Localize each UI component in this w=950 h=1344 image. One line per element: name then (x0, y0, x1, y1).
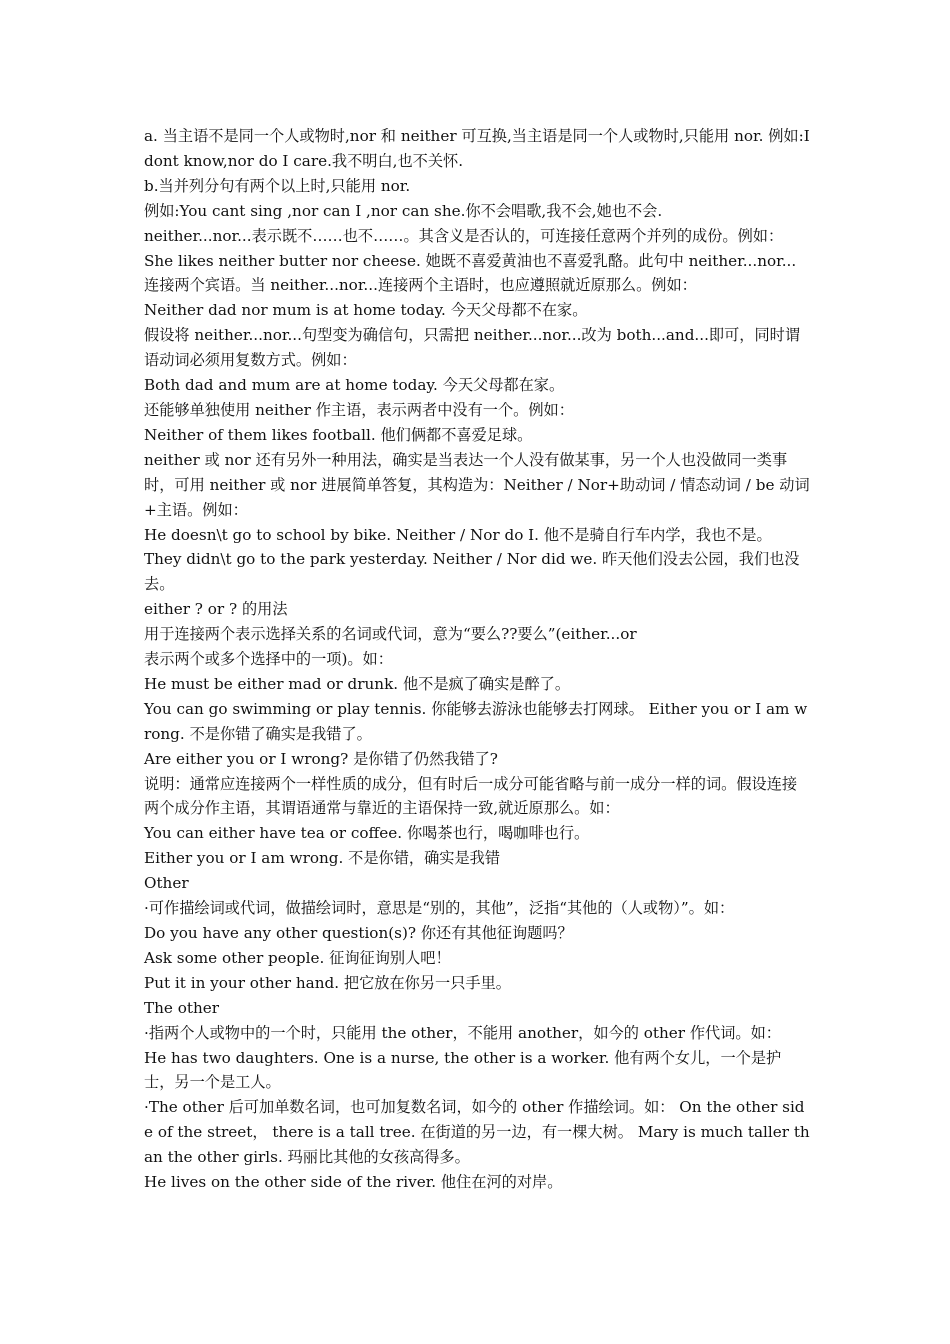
paragraph: Are either you or I wrong? 是你错了仍然我错了? (144, 749, 498, 768)
document-body (144, 124, 810, 1195)
paragraph: Neither dad nor mum is at home today. 今天父母都不在家。 (144, 301, 588, 320)
paragraph: ·指两个人或物中的一个时，只能用 the other，不能用 another，如今的 other 作代词。如： (144, 1023, 781, 1042)
paragraph: neither...nor...表示既不……也不……。其含义是否认的，可连接任意两个并列的成份。例如： (144, 226, 784, 245)
paragraph: ·The other 后可加单数名词，也可加复数名词，如今的 other 作描绘词。如： On the other side of the street， there is a tall tree. 在街道的另一边，有一棵大树。 Mary is much taller than the other girls. 玛丽比其他的女孩高得多。 (144, 1098, 810, 1167)
paragraph: Put it in your other hand. 把它放在你另一只手里。 (144, 973, 511, 992)
paragraph: You can either have tea or coffee. 你喝茶也行，喝咖啡也行。 (144, 824, 590, 843)
paragraph: neither 或 nor 还有另外一种用法，确实是当表达一个人没有做某事，另一个人也没做同一类事时，可用 neither 或 nor 进展简单答复，其构造为：Neither / Nor+助动词 / 情态动词 / be 动词+主语。例如： (144, 450, 810, 519)
paragraph: 还能够单独使用 neither 作主语，表示两者中没有一个。例如： (144, 400, 574, 419)
paragraph: ·可作描绘词或代词，做描绘词时，意思是“别的，其他”，泛指“其他的（人或物）”。如： (144, 899, 735, 918)
paragraph: Either you or I am wrong. 不是你错，确实是我错 (144, 849, 501, 868)
paragraph: Neither of them likes football. 他们俩都不喜爱足球。 (144, 425, 533, 444)
paragraph: He must be either mad or drunk. 他不是疯了确实是醉了。 (144, 674, 571, 693)
paragraph: She likes neither butter nor cheese. 她既不喜爱黄油也不喜爱乳酪。此句中 neither...nor...连接两个宾语。当 neither...nor...连接两个主语时，也应遵照就近原那么。例如： (144, 251, 797, 295)
paragraph: He lives on the other side of the river. 他住在河的对岸。 (144, 1173, 563, 1192)
paragraph: Both dad and mum are at home today. 今天父母都在家。 (144, 376, 565, 395)
paragraph: Other (144, 874, 189, 893)
paragraph: He doesn\t go to school by bike. Neither / Nor do I. 他不是骑自行车内学，我也不是。 (144, 525, 772, 544)
paragraph: Ask some other people. 征询征询别人吧！ (144, 948, 451, 967)
paragraph: They didn\t go to the park yesterday. Neither / Nor did we. 昨天他们没去公园，我们也没去。 (144, 550, 800, 594)
paragraph: a. 当主语不是同一个人或物时,nor 和 neither 可互换,当主语是同一个人或物时,只能用 nor. 例如:I dont know,nor do I care.我不明白,也不关怀. (144, 127, 810, 170)
paragraph: 假设将 neither...nor...句型变为确信句，只需把 neither...nor...改为 both...and...即可，同时谓语动词必须用复数方式。例如： (144, 326, 801, 370)
paragraph: 说明：通常应连接两个一样性质的成分，但有时后一成分可能省略与前一成分一样的词。假设连接两个成分作主语，其谓语通常与靠近的主语保持一致,就近原那么。如： (144, 774, 798, 818)
paragraph: Do you have any other question(s)? 你还有其他征询题吗？ (144, 924, 573, 942)
paragraph: 例如:You cant sing ,nor can I ,nor can she.你不会唱歌,我不会,她也不会. (144, 201, 663, 220)
paragraph: He has two daughters. One is a nurse, the other is a worker. 他有两个女儿，一个是护士，另一个是工人。 (144, 1048, 782, 1092)
paragraph: You can go swimming or play tennis. 你能够去游泳也能够去打网球。 Either you or I am wrong. 不是你错了确实是我错了。 (144, 699, 808, 743)
paragraph: The other (144, 998, 220, 1017)
paragraph: b.当并列分句有两个以上时,只能用 nor. (144, 176, 411, 195)
paragraph: 用于连接两个表示选择关系的名词或代词，意为“要么??要么”(either...or (144, 625, 637, 644)
paragraph: either ? or ? 的用法 (144, 600, 288, 619)
paragraph: 表示两个或多个选择中的一项)。如： (144, 650, 393, 669)
